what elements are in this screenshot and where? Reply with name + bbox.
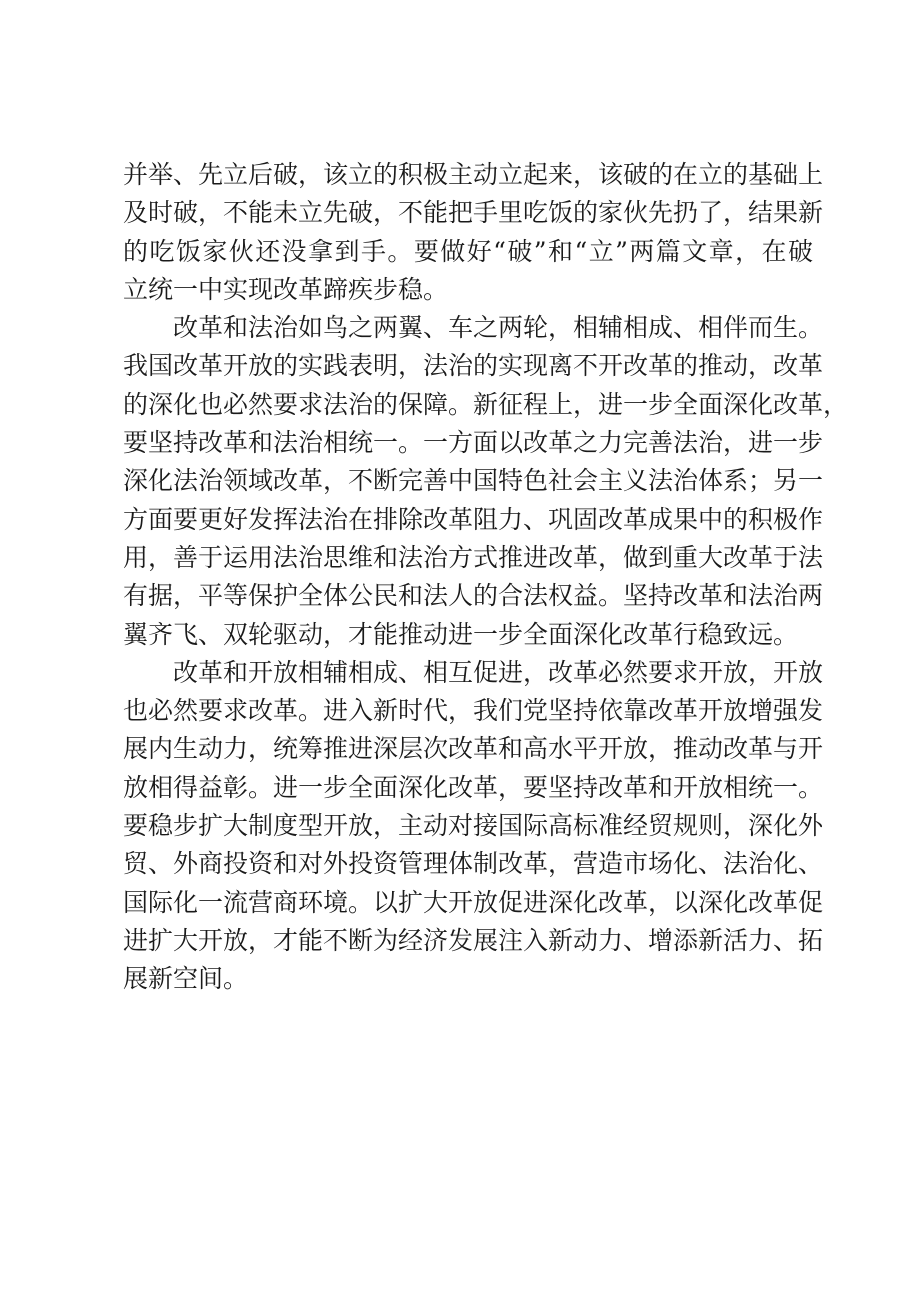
text-line: 展新空间。 — [123, 964, 249, 994]
text-line: 展内生动力，统筹推进深层次改革和高水平开放，推动改革与开 — [123, 734, 824, 764]
text-line: 的深化也必然要求法治的保障。新征程上，进一步全面深化改革， — [123, 389, 849, 419]
text-line: 国际化一流营商环境。以扩大开放促进深化改革，以深化改革促 — [123, 887, 824, 917]
text-line: 要稳步扩大制度型开放，主动对接国际高标准经贸规则，深化外 — [123, 811, 824, 841]
text-line: 有据，平等保护全体公民和法人的合法权益。坚持改革和法治两 — [123, 581, 824, 611]
paragraph-3 — [123, 654, 824, 999]
text-line: 立统一中实现改革蹄疾步稳。 — [123, 274, 449, 304]
text-line: 方面要更好发挥法治在排除改革阻力、巩固改革成果中的积极作 — [123, 504, 824, 534]
text-line: 改革和开放相辅相成、相互促进，改革必然要求开放，开放 — [173, 657, 824, 687]
text-line: 的吃饭家伙还没拿到手。要做好“破”和“立”两篇文章，在破 — [123, 236, 813, 266]
document-body — [123, 156, 849, 999]
text-line: 放相得益彰。进一步全面深化改革，要坚持改革和开放相统一。 — [123, 772, 824, 802]
text-line: 改革和法治如鸟之两翼、车之两轮，相辅相成、相伴而生。 — [173, 313, 824, 343]
text-line: 也必然要求改革。进入新时代，我们党坚持依靠改革开放增强发 — [123, 696, 824, 726]
paragraph-2 — [123, 309, 849, 654]
text-line: 深化法治领域改革，不断完善中国特色社会主义法治体系；另一 — [123, 466, 824, 496]
text-line: 并举、先立后破，该立的积极主动立起来，该破的在立的基础上 — [123, 160, 824, 189]
text-line: 我国改革开放的实践表明，法治的实现离不开改革的推动，改革 — [123, 351, 824, 381]
text-line: 进扩大开放，才能不断为经济发展注入新动力、增添新活力、拓 — [123, 925, 824, 955]
text-line: 贸、外商投资和对外投资管理体制改革，营造市场化、法治化、 — [123, 849, 824, 879]
text-line: 要坚持改革和法治相统一。一方面以改革之力完善法治，进一步 — [123, 428, 824, 458]
text-line: 用，善于运用法治思维和法治方式推进改革，做到重大改革于法 — [123, 542, 824, 572]
text-line: 翼齐飞、双轮驱动，才能推动进一步全面深化改革行稳致远。 — [123, 619, 799, 649]
paragraph-1 — [123, 156, 824, 309]
text-line: 及时破，不能未立先破，不能把手里吃饭的家伙先扔了，结果新 — [123, 198, 824, 228]
